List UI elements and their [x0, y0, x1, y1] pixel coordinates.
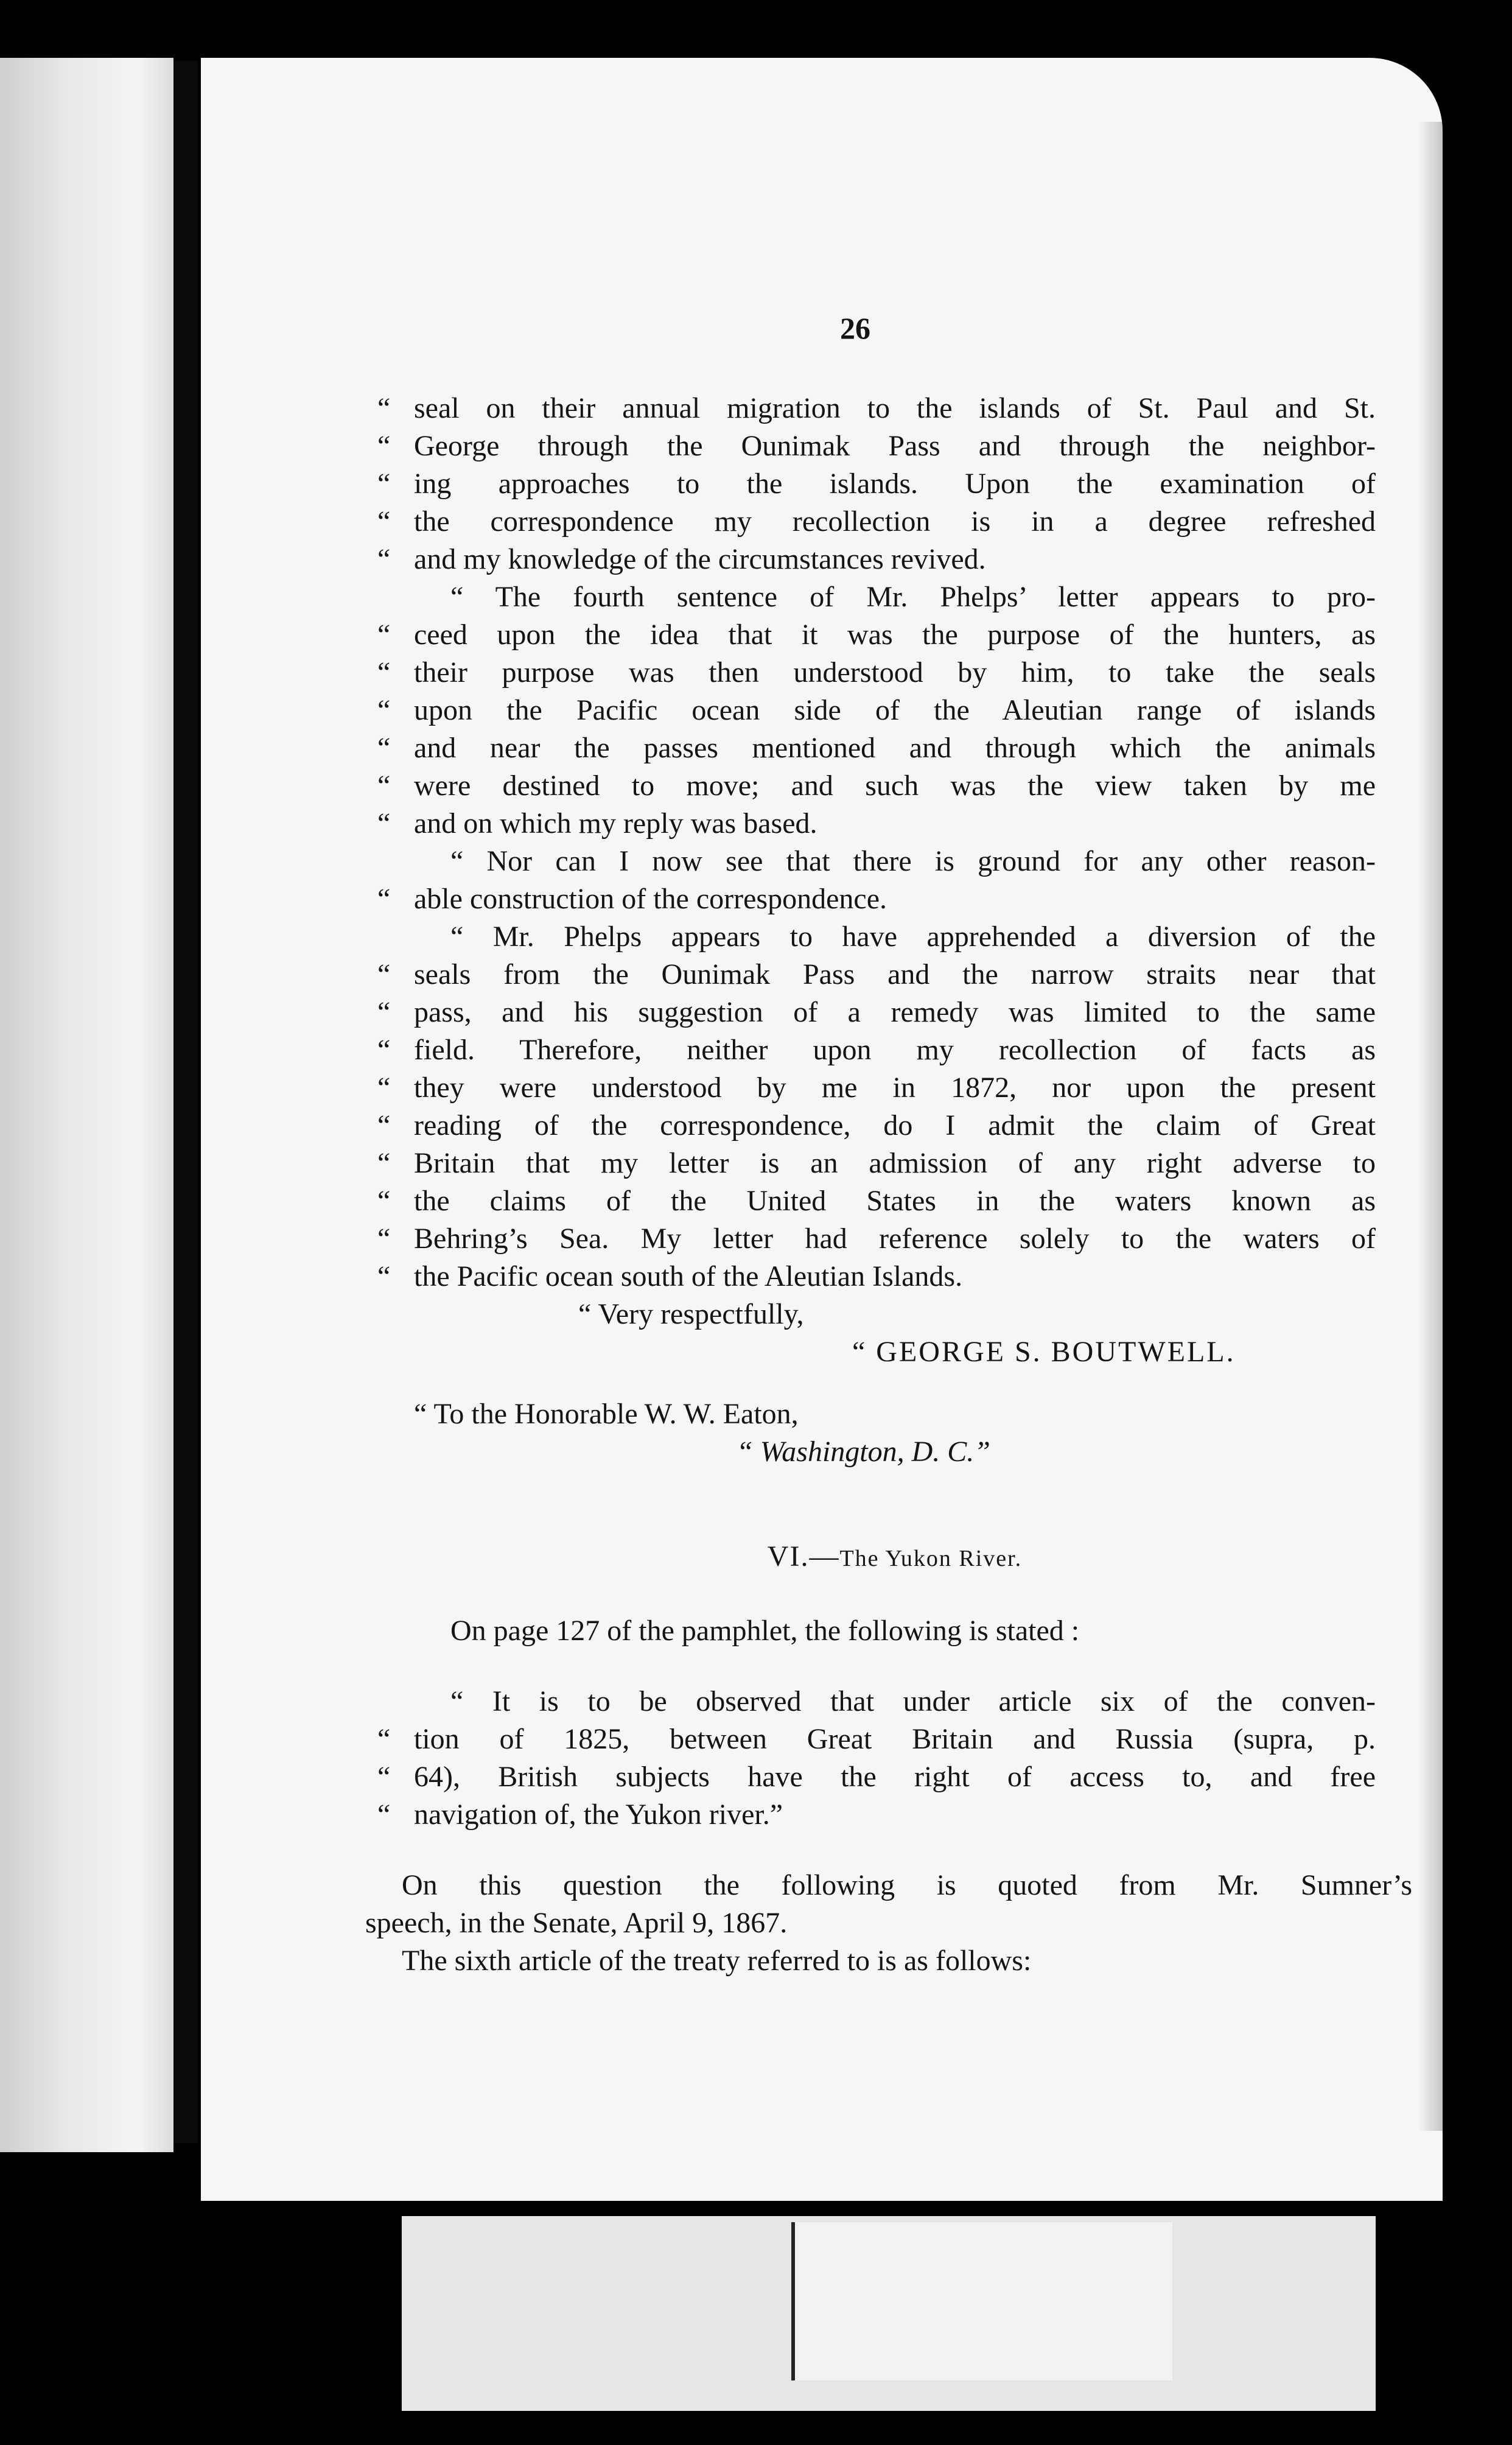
- line-text: pass, and his suggestion of a remedy was limited to the same: [414, 996, 1376, 1028]
- quote-mark: “: [377, 996, 391, 1028]
- letter-closing: “ Very respectfully,: [578, 1298, 804, 1330]
- text-line: [377, 994, 1376, 1031]
- line-text: were destined to move; and such was the view taken by me: [414, 770, 1376, 802]
- quote-mark: “: [377, 1109, 391, 1142]
- line-text: field. Therefore, neither upon my recollection of facts as: [414, 1034, 1376, 1066]
- text-line: [377, 1031, 1376, 1069]
- quote-mark: “: [377, 732, 391, 764]
- line-text: and my knowledge of the circumstances revived.: [414, 543, 986, 575]
- paragraph-first-line: [414, 578, 1376, 616]
- line-text: seals from the Ounimak Pass and the narrow straits near that: [414, 958, 1376, 991]
- paragraph-first-line: [414, 918, 1376, 956]
- quote-mark: “: [377, 619, 391, 651]
- quotation-line: [377, 1721, 1376, 1758]
- quote-mark: “: [377, 1222, 391, 1255]
- text-line: [377, 1258, 1376, 1296]
- text-line: [377, 692, 1376, 729]
- text-line: [377, 1107, 1376, 1145]
- quote-mark: “: [377, 1761, 391, 1793]
- line-text: upon the Pacific ocean side of the Aleutian range of islands: [414, 694, 1376, 726]
- line-text: their purpose was then understood by him, to take the seals: [414, 656, 1376, 689]
- quote-mark: “: [377, 694, 391, 726]
- line-text: able construction of the correspondence.: [414, 883, 887, 915]
- closing-paragraphs: [365, 1867, 1412, 1980]
- section-number: VI.—: [767, 1540, 840, 1573]
- line-text: ing approaches to the islands. Upon the examination of: [414, 468, 1376, 500]
- line-text: and near the passes mentioned and through which the animals: [414, 732, 1376, 764]
- page-number: 26: [840, 311, 870, 345]
- text-line: [377, 541, 1376, 578]
- line-text: 64), British subjects have the right of access to, and free: [414, 1761, 1376, 1793]
- quotation-line: [377, 1796, 1376, 1834]
- quote-mark: “: [377, 392, 391, 424]
- quote-mark: “: [377, 543, 391, 575]
- section-heading: [414, 1538, 1376, 1576]
- text-line: [377, 465, 1376, 503]
- text-line: [377, 956, 1376, 994]
- paragraph-line: On this question the following is quoted from Mr. Sumner’s: [402, 1869, 1412, 1901]
- line-text: “ Nor can I now see that there is ground for any other reason-: [450, 845, 1376, 877]
- line-text: ceed upon the idea that it was the purpose of the hunters, as: [414, 619, 1376, 651]
- quote-mark: “: [377, 1072, 391, 1104]
- paragraph-first-line: [414, 843, 1376, 880]
- section-title: The Yukon River.: [839, 1546, 1023, 1571]
- underlying-page-corner: [791, 2222, 1172, 2380]
- line-text: Behring’s Sea. My letter had reference solely to the waters of: [414, 1222, 1376, 1255]
- text-line: [377, 729, 1376, 767]
- line-text: navigation of, the Yukon river.”: [414, 1798, 783, 1831]
- line-text: seal on their annual migration to the islands of St. Paul and St.: [414, 392, 1376, 424]
- text-line: [377, 616, 1376, 654]
- line-text: George through the Ounimak Pass and through the neighbor-: [414, 430, 1376, 462]
- text-line: [377, 427, 1376, 465]
- line-text: they were understood by me in 1872, nor upon the present: [414, 1072, 1376, 1104]
- line-text: Britain that my letter is an admission of any right adverse to: [414, 1147, 1376, 1179]
- text-line: [377, 805, 1376, 843]
- line-text: reading of the correspondence, do I admit the claim of Great: [414, 1109, 1376, 1142]
- page-edge-shadow: [1418, 122, 1461, 2131]
- quote-mark: “: [377, 883, 391, 915]
- facing-page-edge: [0, 58, 173, 2152]
- quote-mark: “: [377, 1034, 391, 1066]
- text-line: [377, 390, 1376, 427]
- quotation-first-line: [414, 1683, 1376, 1721]
- paragraph-line: The sixth article of the treaty referred to is as follows:: [402, 1945, 1032, 1977]
- paragraph-line: speech, in the Senate, April 9, 1867.: [365, 1907, 788, 1939]
- line-text: “ Mr. Phelps appears to have apprehended a diversion of the: [450, 921, 1376, 953]
- line-text: the Pacific ocean south of the Aleutian Islands.: [414, 1260, 963, 1293]
- quote-mark: “: [377, 505, 391, 538]
- quote-mark: “: [377, 1185, 391, 1217]
- text-line: [377, 767, 1376, 805]
- letter-addressee-place: “ Washington, D. C.”: [737, 1436, 990, 1468]
- intro-paragraph: On page 127 of the pamphlet, the following is stated :: [450, 1615, 1080, 1647]
- line-text: the correspondence my recollection is in a degree refreshed: [414, 505, 1376, 538]
- text-line: [377, 654, 1376, 692]
- text-line: [377, 880, 1376, 918]
- quote-mark: “: [377, 770, 391, 802]
- letter-addressee: “ To the Honorable W. W. Eaton,: [414, 1398, 799, 1430]
- quote-mark: “: [377, 430, 391, 462]
- letter-signature: “ GEORGE S. BOUTWELL.: [852, 1336, 1236, 1368]
- text-line: [377, 1220, 1376, 1258]
- quote-mark: “: [377, 1147, 391, 1179]
- quote-mark: “: [377, 1723, 391, 1755]
- quotation-line: [377, 1758, 1376, 1796]
- quote-mark: “: [377, 468, 391, 500]
- quote-mark: “: [377, 1798, 391, 1831]
- quote-mark: “: [377, 656, 391, 689]
- line-text: and on which my reply was based.: [414, 807, 817, 840]
- quote-mark: “: [377, 1260, 391, 1293]
- quote-mark: “: [377, 807, 391, 840]
- text-line: [377, 503, 1376, 541]
- text-column: [365, 390, 1412, 1980]
- line-text: the claims of the United States in the waters known as: [414, 1185, 1376, 1217]
- quote-mark: “: [377, 958, 391, 991]
- line-text: “ The fourth sentence of Mr. Phelps’ letter appears to pro-: [450, 581, 1376, 613]
- gutter-shadow: [173, 61, 198, 2143]
- line-text: tion of 1825, between Great Britain and Russia (supra, p.: [414, 1723, 1376, 1755]
- text-line: [377, 1069, 1376, 1107]
- text-line: [377, 1145, 1376, 1182]
- text-line: [377, 1182, 1376, 1220]
- line-text: “ It is to be observed that under article six of the conven-: [450, 1685, 1376, 1717]
